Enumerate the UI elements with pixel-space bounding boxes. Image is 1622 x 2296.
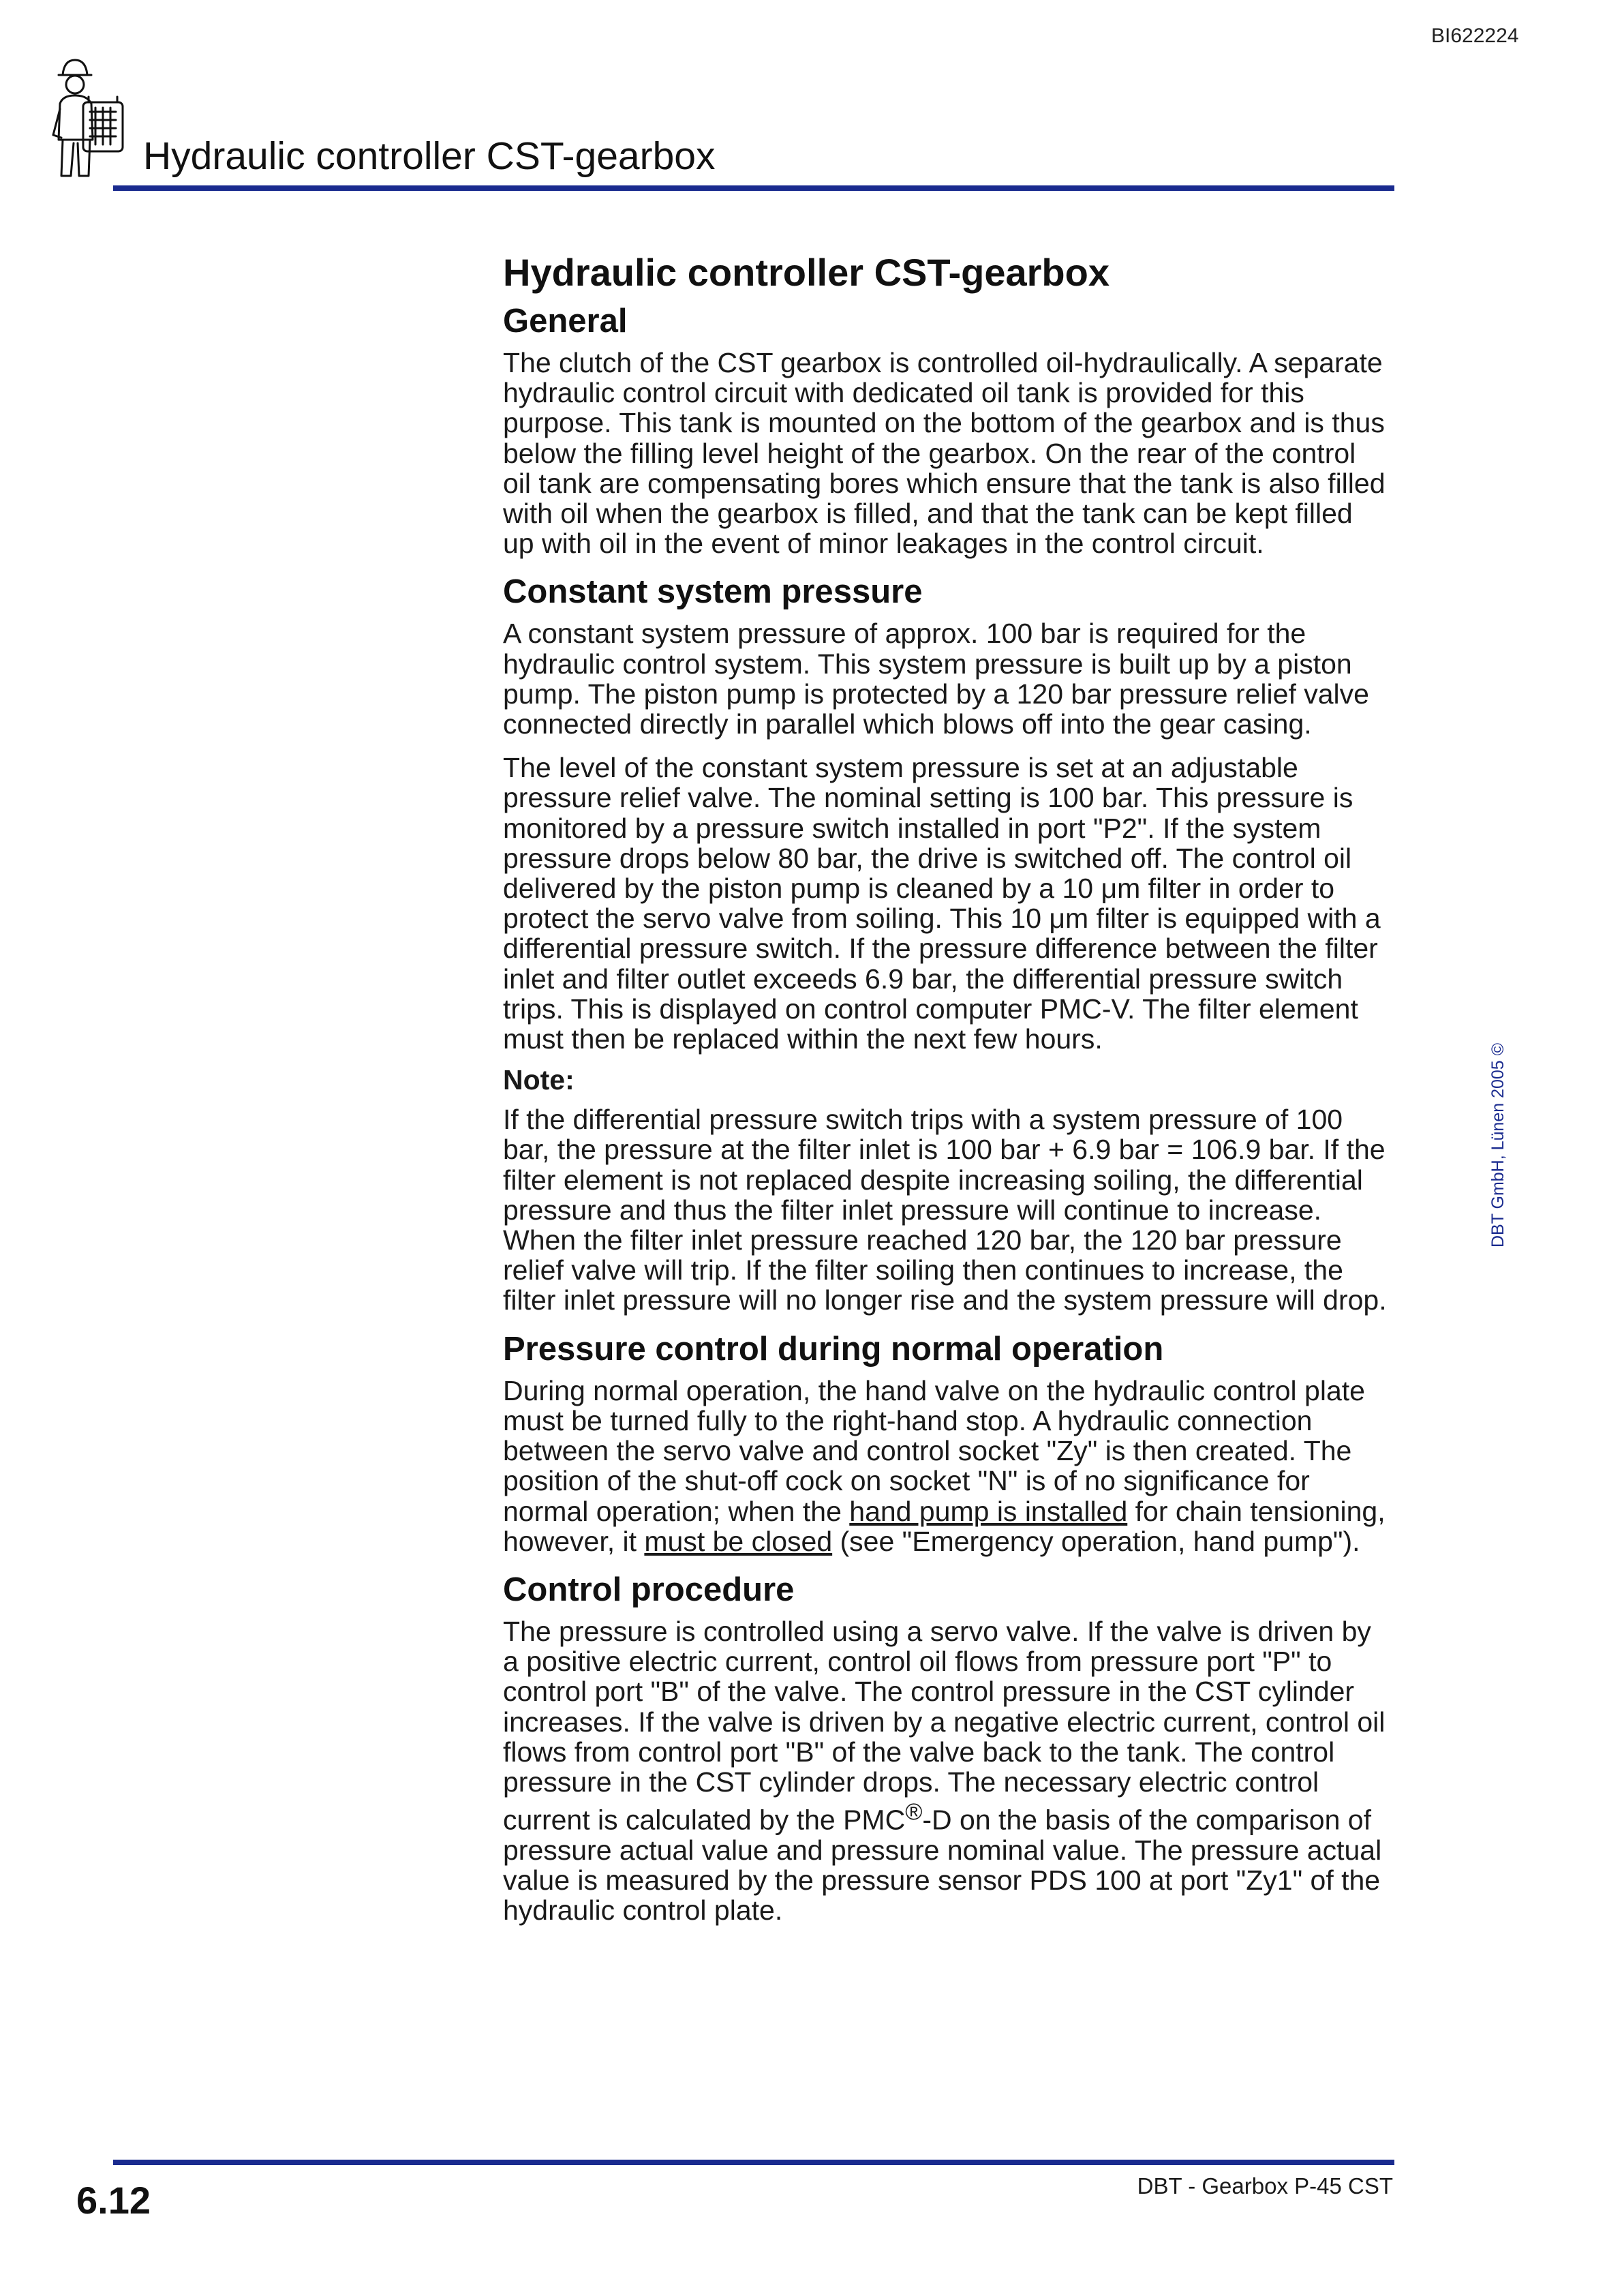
note-label: Note: [503, 1064, 575, 1096]
section-heading-general: General [503, 303, 628, 339]
footer-rule [113, 2160, 1394, 2165]
section-heading-pressure-control: Pressure control during normal operation [503, 1330, 1164, 1368]
footer-title: DBT - Gearbox P-45 CST [1137, 2173, 1393, 2199]
constant-pressure-paragraph-2: The level of the constant system pressure is set at an adjustable pressure relief valve. The nominal setting is 100 bar. This pressure is monitored by a pressure switch installed in port "P2". If the system pressure drops below 80 bar, the drive is switched off. The control oil delivered by the piston pump is cleaned by a 10 μm filter in order to protect the servo valve from soiling. This 10 μm filter is equipped with a differential pressure switch. If the pressure difference between the filter inlet and filter outlet exceeds 6.9 bar, the differential pressure switch trips. This is displayed on control computer PMC-V. The filter element must then be replaced within the next few hours. [503, 752, 1381, 1055]
page-number: 6.12 [76, 2179, 151, 2222]
general-paragraph: The clutch of the CST gearbox is controlled oil-hydraulically. A separate hydraulic control circuit with dedicated oil tank is provided for this purpose. This tank is mounted on the bottom of the gearbox and is thus below the filling level height of the gearbox. On the rear of the control oil tank are compensating bores which ensure that the tank is also filled with oil when the gearbox is filled, and that the tank can be kept filled up with oil in the event of minor leakages in the control circuit. [503, 347, 1386, 560]
document-id: BI622224 [1431, 25, 1519, 47]
section-heading-control-procedure: Control procedure [503, 1571, 795, 1608]
must-be-closed-text: must be closed [644, 1525, 833, 1557]
constant-pressure-paragraph-1: A constant system pressure of approx. 100 bar is required for the hydraulic control system. This system pressure is built up by a piston pump. The piston pump is protected by a 120 bar pressure relief valve connected directly in parallel which blows off into the gear casing. [503, 618, 1369, 740]
pressure-control-text-1: During normal operation, the hand valve on the hydraulic control plate must be turned fully to the right-hand stop. A hydraulic connection between the servo valve and control socket "Zy" is then created. The position of the shut-off cock on socket "N" is of no significance for normal operation; when the [503, 1374, 1365, 1527]
control-procedure-text-2: -D on the basis of the comparison of pressure actual value and pressure nominal value. The pressure actual value is measured by the pressure sensor PDS 100 at port "Zy1" of the hydraulic control plate. [503, 1804, 1382, 1927]
pressure-control-text-3: (see "Emergency operation, hand pump"). [832, 1525, 1360, 1557]
registered-trademark: ® [905, 1799, 923, 1826]
technician-icon [48, 55, 133, 181]
header-rule [113, 185, 1394, 191]
pressure-control-text-2: for chain tensioning, however, it [503, 1495, 1386, 1557]
control-procedure-paragraph [503, 1616, 1389, 1926]
control-procedure-text-1: The pressure is controlled using a servo valve. If the valve is driven by a positive electric current, control oil flows from pressure port "P" to control port "B" of the valve. The control pressure in the CST cylinder increases. If the valve is driven by a negative electric current, control oil flows from control port "B" of the valve back to the tank. The control pressure in the CST cylinder drops. The necessary electric control current is calculated by the PMC [503, 1615, 1386, 1836]
note-paragraph: If the differential pressure switch trips with a system pressure of 100 bar, the pressure at the filter inlet is 100 bar + 6.9 bar = 106.9 bar. If the filter element is not replaced despite increasing soiling, the differential pressure and thus the filter inlet pressure will continue to increase. When the filter inlet pressure reached 120 bar, the 120 bar pressure relief valve will trip. If the filter soiling then continues to increase, the filter inlet pressure will no longer rise and the system pressure will drop. [503, 1104, 1387, 1316]
section-heading-constant-pressure: Constant system pressure [503, 573, 923, 611]
header-title: Hydraulic controller CST-gearbox [143, 134, 716, 178]
page-title: Hydraulic controller CST-gearbox [503, 251, 1110, 294]
pressure-control-paragraph [503, 1376, 1389, 1556]
main-content [503, 247, 1389, 1926]
copyright-notice: DBT GmbH, Lünen 2005 © [1488, 1042, 1508, 1248]
hand-pump-installed-text: hand pump is installed [849, 1495, 1128, 1527]
